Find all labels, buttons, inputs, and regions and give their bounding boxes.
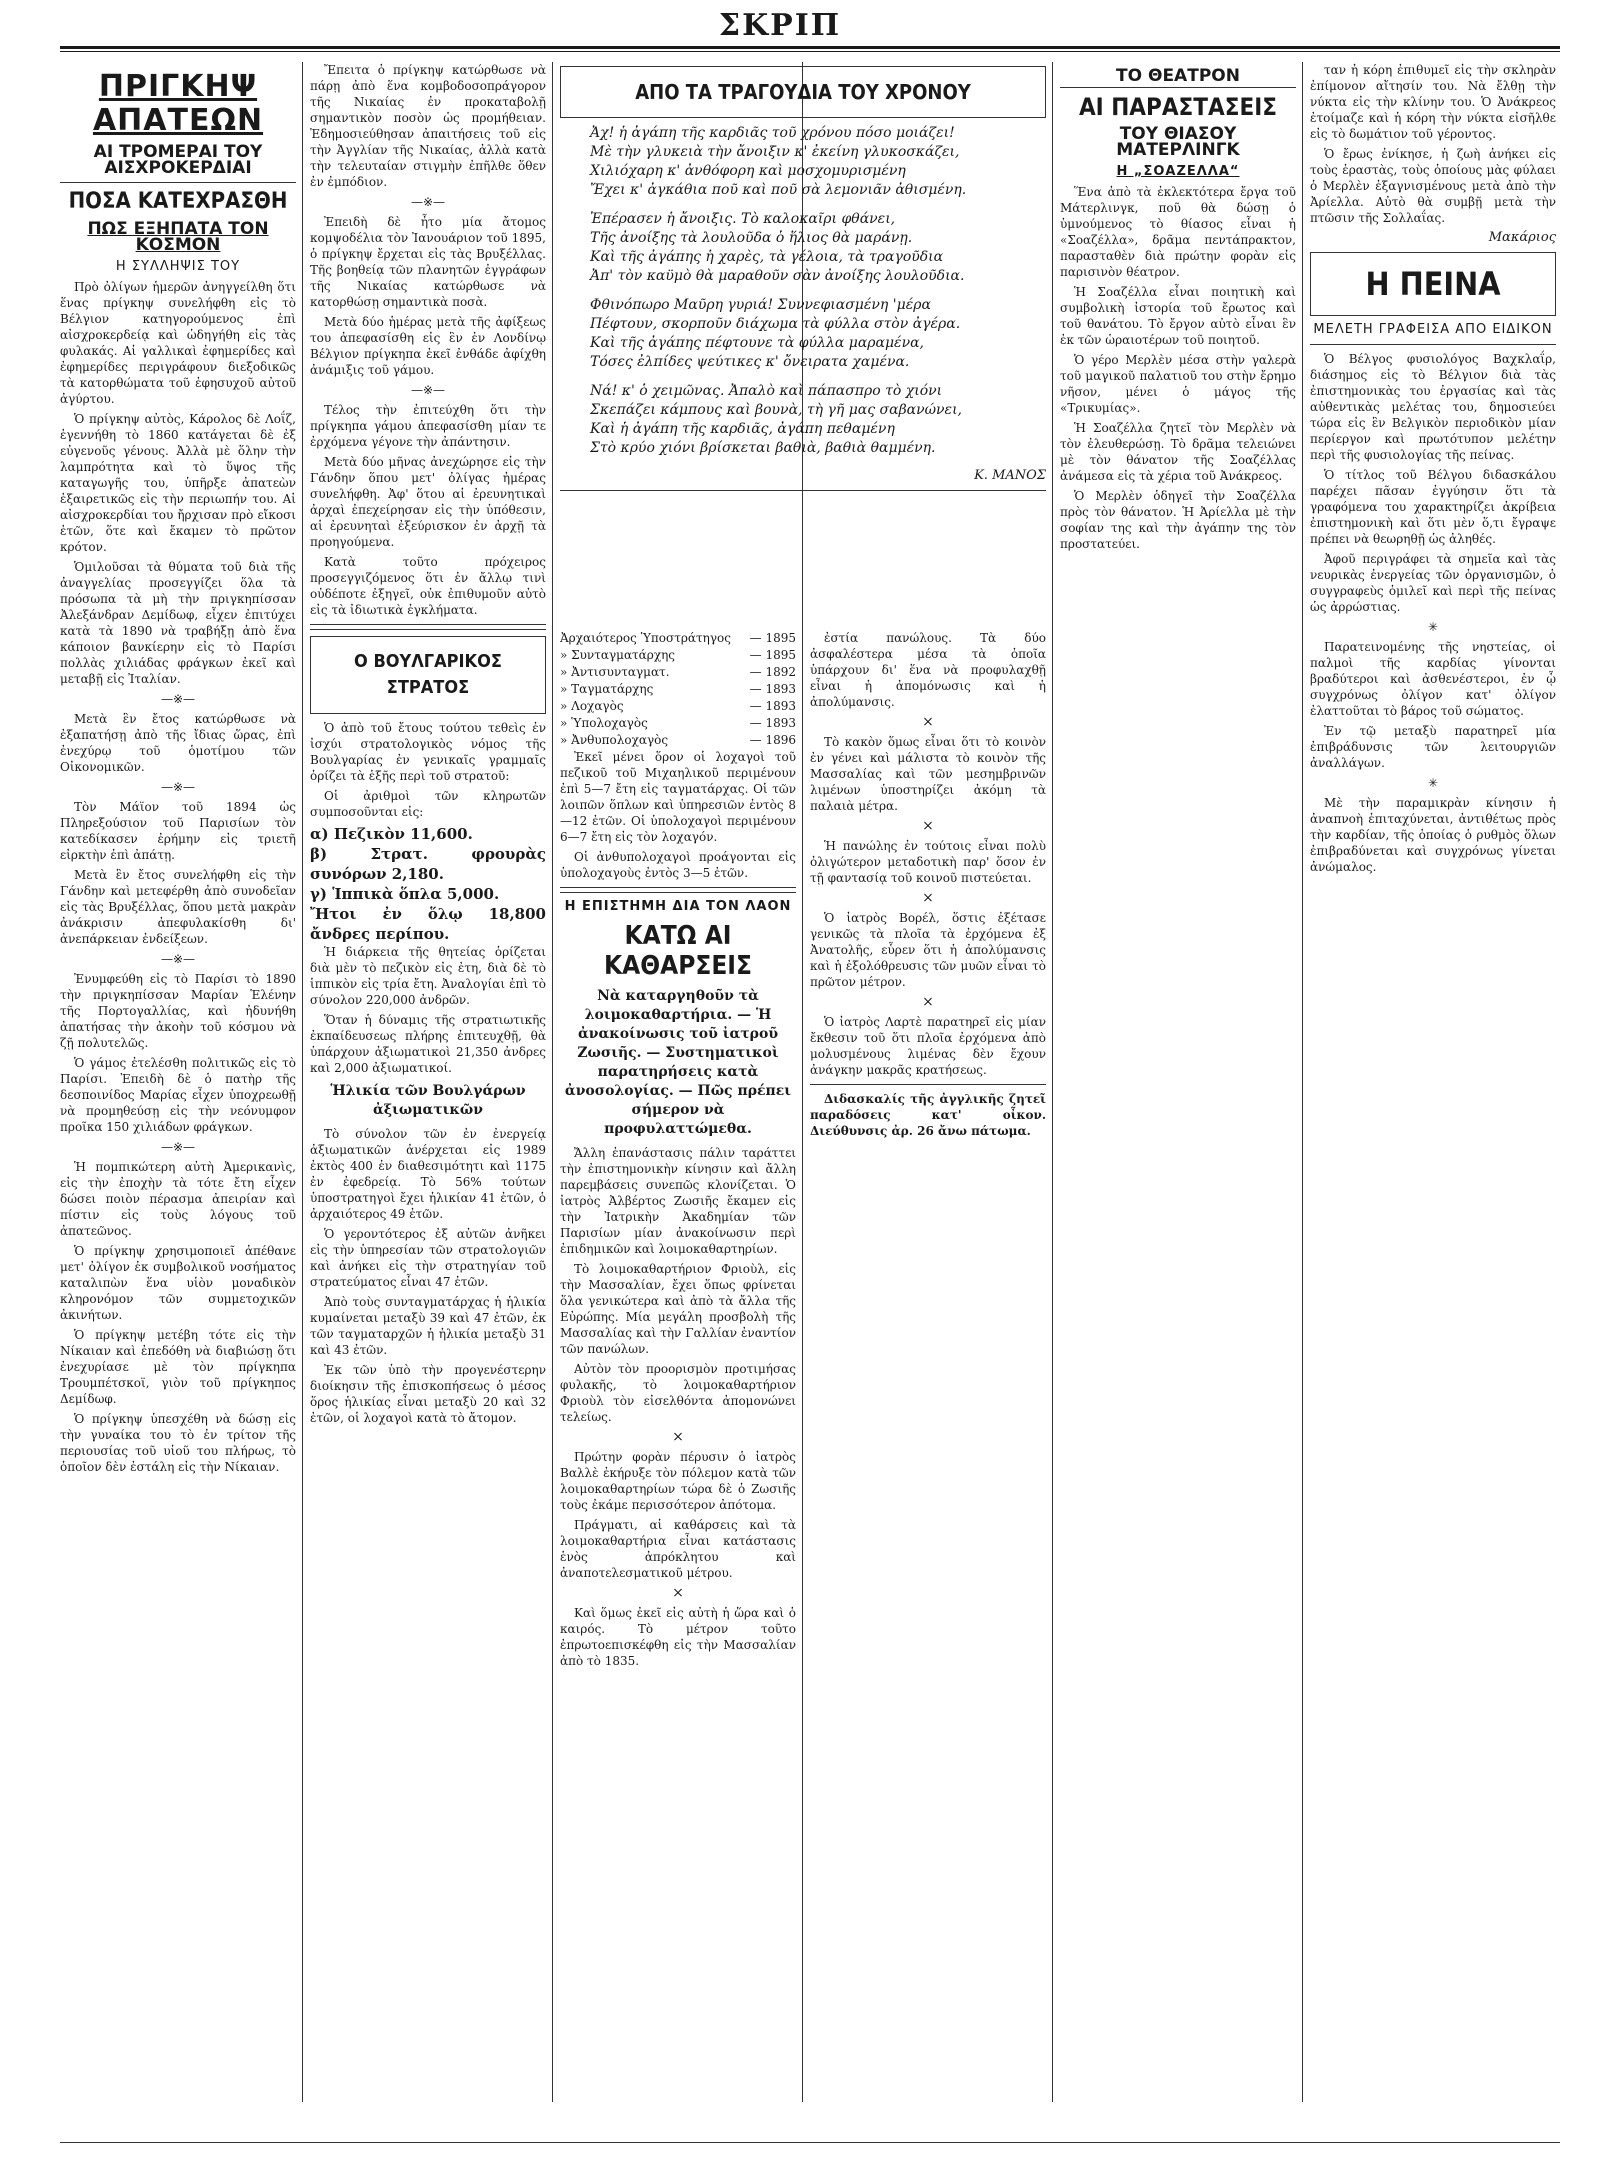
classified-ad: Διδασκαλίς τῆς ἀγγλικῆς ζητεῖ παραδόσεις κατ' οἶκον. Διεύθυνσις ἀρ. 26 ἄνω πάτωμα. bbox=[810, 1092, 1046, 1138]
poem-line: Νά! κ' ὁ χειμῶνας. Ἀπαλὸ καὶ πάπασπρο τὸ χιόνι bbox=[590, 383, 943, 399]
poem-line: Τῆς ἀνοίξης τὰ λουλοῦδα ὁ ἥλιος θὰ μαράνῃ. bbox=[590, 230, 913, 246]
rank-row bbox=[560, 715, 796, 732]
poem-line: Ἐπέρασεν ἡ ἄνοιξις. Τὸ καλοκαῖρι φθάνει, bbox=[590, 211, 896, 227]
paragraph: ἐστία πανώλους. Τὰ δύο ἀσφαλέστερα μέσα τὰ ὁποῖα ὑπάρχουν δι' ἕνα νὰ προφυλαχθῇ εἶναι ἡ ἀπομόνωσις καὶ ἡ ἀπολύμανσις. bbox=[810, 631, 1046, 709]
rank-year: — 1892 bbox=[749, 665, 796, 679]
rank-row bbox=[560, 698, 796, 715]
paragraph: Μετὰ ἓν ἔτος κατώρθωσε νὰ ἐξαπατήσῃ ἀπὸ τῆς ἴδιας ὥρας, ἐπὶ ἐνεχύρῳ τοῦ ὁμοτίμου τῶν Οἰκονομικῶν. bbox=[60, 712, 296, 774]
article-subhead: Η ΣΥΛΛΗΨΙΣ ΤΟΥ bbox=[115, 259, 241, 274]
divider bbox=[60, 182, 296, 183]
section-head: Ἡλικία τῶν Βουλγάρων ἀξιωματικῶν bbox=[330, 1083, 526, 1118]
paragraph: Ἄλλη ἐπανάστασις πάλιν ταράττει τὴν ἐπιστημονικὴν κίνησιν καὶ ἄλλη παρεμβάσεις συνεπῶς κλονίζεται. Ὁ ἰατρὸς Ἀλβέρτος Ζωσιῆς ἔκαμεν εἰς τὴν Ἰατρικὴν Ἀκαδημίαν τῶν Παρισίων μίαν ἀνακοίνωσιν περὶ ἐπιδημικῶν καὶ λοιμοκαθαρτηρίων. bbox=[560, 1146, 796, 1256]
separator: × bbox=[672, 1429, 684, 1445]
paragraph: Ὁ ἀπὸ τοῦ ἔτους τούτου τεθεὶς ἐν ἰσχύι στρατολογικὸς νόμος τῆς Βουλγαρίας ἐν γενικαῖς γραμμαῖς ὁρίζει τὰ ἑξῆς περὶ τοῦ στρατοῦ: bbox=[310, 721, 546, 783]
stat-line: γ) Ἱππικὰ ὅπλα 5,000. bbox=[310, 885, 500, 903]
poem bbox=[560, 124, 1046, 458]
paragraph: Ἡ Σοαζέλλα εἶναι ποιητικὴ καὶ συμβολικὴ ἰστορία τοῦ ἔρωτος καὶ τοῦ θανάτου. Τὸ ἔργον αὐτὸ εἶναι ἓν ἐκ τῶν ὡραιοτέρων τοῦ ποιητοῦ. bbox=[1060, 285, 1296, 347]
paragraph: Ὅταν ἡ δύναμις τῆς στρατιωτικῆς ἐκπαίδευσεως πλήρης ἐπιτευχθῇ, θὰ ὑπάρχουν ἀξιωματικοὶ 21,350 ἀνδρες καὶ 2,000 ἀξιωματικοί. bbox=[310, 1013, 546, 1075]
paragraph: Μετὰ δύο μῆνας ἀνεχώρησε εἰς τὴν Γάνδην ὅπου μετ' ὀλίγας ἡμέρας συνελήφθη. Ἀφ' ὅτου αἱ ἐρευνητικαὶ ἀρχαὶ ἐπεχείρησαν εἰς τὴν ὑπόθεσιν, αἱ ἐρευνηταὶ ἐξεύρισκον ἐν ἀρχῇ τὰ προηγούμενα. bbox=[310, 455, 546, 549]
paragraph: Οἱ ἀνθυπολοχαγοὶ προάγονται εἰς ὑπολοχαγοὺς ἐντὸς 3—5 ἐτῶν. bbox=[560, 850, 796, 880]
section-kicker: Η ΕΠΙΣΤΗΜΗ ΔΙΑ ΤΟΝ ΛΑΟΝ bbox=[564, 899, 792, 914]
paragraph: Ὁ πρίγκηψ αὐτὸς, Κάρολος δὲ Λοΐζ, ἐγεννήθη τὸ 1860 κατάγεται δὲ ἐξ εὐγενοῦς γένους. Ἀλλὰ μὲ ὅλην τὴν λαμπρότητα καὶ τὸ ὕψος τῆς καταγωγῆς του, ὑπῆρξε ἀπατεὼν ἐξαιρετικῶς εἰς τὴν περιωπήν του. Αἱ αἰσχροκερδίαι του ἤρχισαν πρὸ εἴκοσι ἐτῶν, ὅτε καὶ ἔκαμεν τὸ πρῶτον κρότον. bbox=[60, 412, 296, 554]
paragraph: Πράγματι, αἱ καθάρσεις καὶ τὰ λοιμοκαθαρτήρια εἶναι κατάστασις ἑνὸς ἀπρόκλητου καὶ ἀναποτελεσματικοῦ μέτρου. bbox=[560, 1518, 796, 1580]
paragraph: Τὸ σύνολον τῶν ἐν ἐνεργείᾳ ἀξιωματικῶν ἀνέρχεται εἰς 1989 ἐκτὸς 400 ἐν διαθεσιμότητι καὶ 1175 ἐν ἐφεδρείᾳ. Τὸ 56% τούτων ὑποστρατηγοὶ ἔχει ἡλικίαν 41 ἐτῶν, ὁ ἀρχαιότερος 49 ἐτῶν. bbox=[310, 1127, 546, 1221]
paragraph: Τὸ κακὸν ὅμως εἶναι ὅτι τὸ κοινὸν ἐν γένει καὶ μάλιστα τὸ κοινὸν τῆς Μασσαλίας καὶ τῶν μεσημβρινῶν λιμένων ὑποστηρίζει ἀκόμη τὰ παλαιὰ μέτρα. bbox=[810, 735, 1046, 813]
stat-line: α) Πεζικὸν 11,600. bbox=[310, 825, 473, 843]
poem-stanza bbox=[590, 210, 1046, 286]
rank-label: » Ἀντισυνταγματ. bbox=[560, 665, 670, 679]
paragraph: Ἕνα ἀπὸ τὰ ἐκλεκτότερα ἔργα τοῦ Μάτερλινγκ, ποῦ θὰ δώσῃ ὁ ὑμνούμενος τὸ θίασος εἶναι ἡ «Σοαζέλλα», δρᾶμα πεντάπρακτον, παρασταθὲν διὰ πρώτην φορὰν εἰς παρισινὸν θέατρον. bbox=[1060, 185, 1296, 279]
poem-title: ΑΠΟ ΤΑ ΤΡΑΓΟΥΔΙΑ ΤΟΥ ΧΡΟΝΟΥ bbox=[635, 80, 971, 104]
column-divider bbox=[1302, 62, 1303, 2102]
paragraph: Ἡ πομπικώτερη αὐτὴ Ἀμερικανὶς, εἰς τὴν ἐποχὴν τὰ τότε ἔτη εἶχεν δώσει ποιὸν πέρασμα ἀπειρίαν καὶ πίστιν εἰς τοὺς λόγους τοῦ ἀπατεῶνος. bbox=[60, 1160, 296, 1238]
paragraph: Ὁμιλοῦσαι τὰ θύματα τοῦ διὰ τῆς ἀναγγελίας προσεγγίζει ὅλα τὰ πρόσωπα τὰ μὴ τὴν πριγκηπίσσαν Ἀλεξάνδραν Δεμίδωφ, εἶχεν ἐπιτύχει κατὰ τὰ 1890 νὰ τραβήξῃ ἀπὸ ἕνα κάποιον βανκίερην εἰς τὸ Παρίσι πολλὰς χιλιάδας φράγκων ἐκεῖ καὶ μεταβῇ εἰς Ἰταλίαν. bbox=[60, 560, 296, 686]
column-divider bbox=[302, 62, 303, 2102]
paragraph: Ἐκ τῶν ὑπὸ τὴν προγενέστερην διοίκησιν τῆς ἐπισκοπήσεως ὁ μέσος ὅρος ἡλικίας εἶναι μεταξὺ 20 καὶ 32 ἐτῶν, οἱ λοχαγοὶ κατὰ τὸ ἄτομον. bbox=[310, 1363, 546, 1425]
article-subhead: ΤΟΥ ΘΙΑΣΟΥ ΜΑΤΕΡΛΙΝΓΚ bbox=[1116, 124, 1240, 160]
rank-row bbox=[560, 681, 796, 698]
column-6 bbox=[1310, 62, 1556, 2123]
paragraph: Ὁ γεροντότερος ἐξ αὐτῶν ἀνῆκει εἰς τὴν ὑπηρεσίαν τῶν στρατολογιῶν καὶ ἀνήκει εἰς τὴν στρατηγίαν τοῦ στρατεύματος εἶναι 47 ἐτῶν. bbox=[310, 1227, 546, 1289]
column-divider bbox=[1052, 62, 1053, 2102]
poem-line: Καὶ ἡ ἀγάπη τῆς καρδιᾶς, ἀγάπη πεθαμένη bbox=[590, 421, 895, 437]
paragraph: Ἀπὸ τοὺς συνταγματάρχας ἡ ἡλικία κυμαίνεται μεταξὺ 39 καὶ 47 ἐτῶν, ἐκ τῶν ταγματαρχῶν ἡ ἡλικία μεταξὺ 31 καὶ 43 ἐτῶν. bbox=[310, 1295, 546, 1357]
poem-line: Ἔχει κ' ἀγκάθια ποῦ καὶ ποῦ σὰ λεμονιᾶν ἀθισμένη. bbox=[590, 182, 967, 198]
paragraph: Ὁ πρίγκηψ ὑπεσχέθη νὰ δώσῃ εἰς τὴν γυναίκα του τὸ ἐν τρίτον τῆς περιουσίας τοῦ υἱοῦ του πλήρως, τὸ ὁποῖον δὲν ἐστάλη εἰς τὴν Νίκαιαν. bbox=[60, 1412, 296, 1474]
poem-line: Μὲ τὴν γλυκειὰ τὴν ἄνοιξιν κ' ἐκείνη γλυκοσκάζει, bbox=[590, 144, 960, 160]
paragraph: Μὲ τὴν παραμικρὰν κίνησιν ἡ ἀναπνοὴ ἐπιταχύνεται, ἀντιθέτως πρὸς τὴν καρδίαν, τῆς ὁποίας ὁ ρυθμὸς ὅλων ἐπιβραδύνεται καὶ συγχρόνως γίνεται ἀνώμαλος. bbox=[1310, 796, 1556, 874]
article-subhead: Η „ΣΟΑΖΕΛΛΑ“ bbox=[1116, 164, 1240, 179]
paragraph: Κατὰ τοῦτο πρόχειρος προσεγγιζόμενος ὅτι ἐν ἄλλῳ τινὶ οὐδέποτε ἐξηγεῖ, οὐκ ἐπιθυμοῦν αὐτὸ εἰς τὰ ἰδιωτικὰ ἐγκλήματα. bbox=[310, 555, 546, 617]
stat-line: β) Στρατ. φρουρὰς συνόρων 2,180. bbox=[310, 845, 546, 883]
ornament: ✳ bbox=[1427, 620, 1439, 634]
poem-stanza bbox=[590, 124, 1046, 200]
ornament: —※— bbox=[160, 780, 196, 794]
paragraph: Τέλος τὴν ἐπιτεύχθη ὅτι τὴν πρίγκηπα γάμου ἀπεφασίσθη μίαν τε ἐρχόμενα γέγονε τὴν ἀπάντησιν. bbox=[310, 403, 546, 449]
poem-line: Καὶ τῆς ἀγάπης πέφτουνε τὰ φύλλα μαραμένα, bbox=[590, 335, 924, 351]
paragraph: Ἐκεῖ μένει ὅρον οἱ λοχαγοὶ τοῦ πεζικοῦ τοῦ Μιχαηλικοῦ περιμένουν ἐπὶ 5—7 ἔτη εἰς ταγματάρχας. Οἱ τῶν λοιπῶν ὅπλων καὶ ὑπηρεσιῶν ἐντὸς 8—12 ἐτῶν. Οἱ ὑπολοχαγοὶ περιμένουν 6—7 ἔτη εἰς τὸν λοχαγόν. bbox=[560, 750, 796, 844]
article-headline: Η ΠΕΙΝΑ bbox=[1365, 265, 1501, 303]
article-subhead: ΠΩΣ ΕΞΗΠΑΤΑ ΤΟΝ ΚΟΣΜΟΝ bbox=[87, 219, 269, 255]
poem-line: Πέφτουν, σκορποῦν διάχωμα τὰ φύλλα στὸν ἀγέρα. bbox=[590, 316, 961, 332]
article-headline: Ο ΒΟΥΛΓΑΡΙΚΟΣ ΣΤΡΑΤΟΣ bbox=[354, 651, 502, 698]
rank-row bbox=[560, 647, 796, 664]
column-4 bbox=[810, 630, 1046, 2123]
paragraph: Ὁ ἔρως ἐνίκησε, ἡ ζωὴ ἀνήκει εἰς τοὺς ἐραστὰς, τοὺς ὁποίους μὰς φύλαει ὁ Μερλὲν ἐξαγνισμένους μετὰ ἀπὸ τὴν Ἀρίελλα. Αὐτὸ θὰ συμβῇ μετὰ τὴν πτῶσιν τῆς Σολλαΐας. bbox=[1310, 147, 1556, 225]
paragraph: Ὁ τίτλος τοῦ Βέλγου διδασκάλου παρέχει πᾶσαν ἐγγύησιν ὅτι τὰ γραφόμενα του χαρακτηρίζει ἀκρίβεια ἐπιστημονικὴ καὶ ὅτι μὲν ὅ,τι ἔγραψε πρέπει νὰ θεωρηθῇ ὡς ἀληθές. bbox=[1310, 468, 1556, 546]
rank-label: » Ὑπολοχαγὸς bbox=[560, 716, 648, 730]
paragraph: Μετὰ ἓν ἔτος συνελήφθη εἰς τὴν Γάνδην καὶ μετεφέρθη ἀπὸ συνοδεῖαν εἰς τὰς Βρυξέλλας, ὅπου μετὰ μακρὰν ἀνάκρισιν ἀπεφυλακίσθη δι' ἀνεπάρκειαν ἐνδείξεων. bbox=[60, 868, 296, 946]
poem-line: Ἀχ! ἡ ἀγάπη τῆς καρδιᾶς τοῦ χρόνου πόσο μοιάζει! bbox=[590, 125, 955, 141]
ornament: —※— bbox=[410, 383, 446, 397]
column-5 bbox=[1060, 62, 1296, 2123]
masthead bbox=[0, 0, 1600, 60]
ornament: —※— bbox=[160, 692, 196, 706]
paragraph: Ἡ διάρκεια τῆς θητείας ὁρίζεται διὰ μὲν τὸ πεζικὸν εἰς ἐτη, διὰ δὲ τὸ ἱππικὸν εἰς τρία ἔτη. Ἀναλογίαι ἐπὶ τὸ σύνολον 220,000 ἀνδρῶν. bbox=[310, 945, 546, 1007]
poem-line: Ἀπ' τὸν καϋμὸ θὰ μαραθοῦν σὰν ἀνοίξης λουλοῦδια. bbox=[590, 268, 965, 284]
column-divider bbox=[552, 62, 553, 2102]
article-headline: ΠΡΙΓΚΗΨ ΑΠΑΤΕΩΝ bbox=[92, 69, 264, 138]
rank-year: — 1893 bbox=[749, 716, 796, 730]
divider bbox=[560, 490, 1046, 491]
article-headline: ΑΙ ΠΑΡΑΣΤΑΣΕΙΣ bbox=[1078, 93, 1278, 121]
poem-line: Καὶ τῆς ἀγάπης ἡ χαρὲς, τὰ γέλοια, τὰ τραγοῦδια bbox=[590, 249, 944, 265]
paragraph: Μετὰ δύο ἡμέρας μετὰ τῆς ἀφίξεως του ἀπεφασίσθη εἰς ἓν ἐν Λονδίνῳ Βέλγιον πρίγκηπα ἐκεῖ ἐνθάδε ἀφίχθη ἀνάμιξις τοῦ γάμου. bbox=[310, 315, 546, 377]
paragraph: Ὁ γέρο Μερλὲν μέσα στὴν γαλερὰ τοῦ μαγικοῦ παλατιοῦ του στὴν ἔρημο νῆσον, μένει ὁ μάγος τῆς «Τρικυμίας». bbox=[1060, 353, 1296, 415]
poem-line: Φθινόπωρο Μαῦρη γυριά! Συννεφιασμένη 'μέρα bbox=[590, 297, 931, 313]
rank-year: — 1895 bbox=[749, 631, 796, 645]
rank-row bbox=[560, 630, 796, 647]
paragraph: Ὁ πρίγκηψ χρησιμοποιεῖ ἀπέθανε μετ' ὀλίγον ἐκ συμβολικοῦ νοσήματος καταλιπὼν ἕνα υἱὸν μοναδικὸν κληρονόμον τῶν συμμετοχικῶν ἀκινήτων. bbox=[60, 1244, 296, 1322]
divider bbox=[560, 887, 796, 893]
divider bbox=[1310, 344, 1556, 345]
paragraph: Τὸ λοιμοκαθαρτήριον Φριοὺλ, εἰς τὴν Μασσαλίαν, ἔχει ὅπως φρίνεται ὅλα γενικώτερα καὶ ἀπὸ τὰ ἄλλα τῆς Εὐρώπης. Μία μεγάλη προσβολὴ τῆς Μασσαλίας καὶ τὴν Γαλλίαν ἐναντίον τῶν πανώλων. bbox=[560, 1262, 796, 1356]
rank-year: — 1893 bbox=[749, 682, 796, 696]
paragraph: ταν ἡ κόρη ἐπιθυμεῖ εἰς τὴν σκληρὰν ἐπίμονον αἴτησίν του. Νὰ ἔλθῃ τὴν νύκτα εἰς τὴν κλίνην του. Ὁ Ἀνάκρεος ἐτοίμαζε καὶ ἡ κόρη τὴν νύκτα εἰσῆλθε εἰς τὸ δωμάτιον τοῦ γέροντος. bbox=[1310, 63, 1556, 141]
author-signature: Μακάριος bbox=[1488, 230, 1556, 245]
separator: × bbox=[672, 1585, 684, 1601]
paragraph: Ἐνυμφεύθη εἰς τὸ Παρίσι τὸ 1890 τὴν πριγκηπίσσαν Μαρίαν Ἑλένην τῆς Πορτογαλλίας, καὶ ἠδυνήθη ἀπατήσας τὴν ἀκοὴν τοῦ κόσμου νὰ ζῇ πολυτελῶς. bbox=[60, 972, 296, 1050]
rank-label: » Λοχαγὸς bbox=[560, 699, 624, 713]
article-subhead: ΠΟΣΑ ΚΑΤΕΧΡΑΣΘΗ bbox=[68, 189, 288, 214]
article-subhead: ΜΕΛΕΤΗ ΓΡΑΦΕΙΣΑ ΑΠΟ ΕΙΔΙΚΟΝ bbox=[1313, 322, 1553, 337]
top-rule-thin bbox=[60, 51, 1560, 52]
paragraph: Καὶ ὅμως ἐκεῖ εἰς αὐτὴ ἡ ὥρα καὶ ὁ καιρός. Τὸ μέτρον τοῦτο ἐπρωτοεπισκέφθη εἰς τὴν Μασσαλίαν ἀπὸ τὸ 1835. bbox=[560, 1606, 796, 1668]
rank-row bbox=[560, 664, 796, 681]
separator: × bbox=[922, 890, 934, 906]
rank-year: — 1895 bbox=[749, 648, 796, 662]
paragraph: Ὁ ἰατρὸς Λαρτὲ παρατηρεῖ εἰς μίαν ἔκθεσιν τοῦ ὅτι πλοῖα ἐρχόμενα ἀπὸ μολυσμένους λιμένας δὲν ἔχουν ἀνάγκην μακρᾶς κρατήσεως. bbox=[810, 1015, 1046, 1077]
ornament: ✳ bbox=[1427, 776, 1439, 790]
rank-year: — 1893 bbox=[749, 699, 796, 713]
poem-line: Στὸ κρύο χιόνι βρίσκεται βαθιὰ, βαθιὰ θαμμένη. bbox=[590, 440, 936, 456]
rank-year: — 1896 bbox=[749, 733, 796, 747]
bottom-rule bbox=[60, 2142, 1560, 2143]
paragraph: Ἀφοῦ περιγράφει τὰ σημεῖα καὶ τὰς νευρικὰς ἐνεργείας τῶν ὀργανισμῶν, ὁ συγγραφεὺς ὁμιλεῖ καὶ περὶ τῆς πείνας ὡς ἀρρώστιας. bbox=[1310, 552, 1556, 614]
column-3 bbox=[560, 630, 796, 2123]
poem-line: Τόσες ἐλπίδες ψεύτικες κ' ὄνειρατα χαμένα. bbox=[590, 354, 910, 370]
poem-signature: Κ. ΜΑΝΟΣ bbox=[974, 468, 1046, 483]
article-headline: ΚΑΤΩ ΑΙ ΚΑΘΑΡΣΕΙΣ bbox=[603, 921, 752, 981]
separator: × bbox=[922, 818, 934, 834]
article-lede: Νὰ καταργηθοῦν τὰ λοιμοκαθαρτήρια. — Ἡ ἀνακοίνωσις τοῦ ἰατροῦ Ζωσιῆς. — Συστηματικοὶ παρατηρήσεις κατὰ ἀνοσολογίας. — Πῶς πρέπει σήμερον νὰ προφυλαττώμεθα. bbox=[564, 988, 792, 1137]
paragraph: Ἔπειτα ὁ πρίγκηψ κατώρθωσε νὰ πάρῃ ἀπὸ ἕνα κομβοδοσοπράγορον τῆς Νικαίας ἐν προκαταβολῇ σημαντικὸν ποσὸν ὡς προμήθειαν. Ἐδημοσιεύθησαν ἀπαιτήσεις τοῦ εἰς τὴν Ἀγγλίαν τῆς Νικαίας, ἀλλὰ κατὰ τὴν τελευταίαν στιγμὴν ἐπῆλθε ὅθεν ἐν ἐμπόδιον. bbox=[310, 63, 546, 189]
ornament: —※— bbox=[160, 1140, 196, 1154]
paragraph: Ὁ ἰατρὸς Βορέλ, ὅστις ἐξέτασε γενικῶς τὰ πλοῖα τὰ ἐρχόμενα ἐξ Ἀνατολῆς, εὗρεν ὅτι ἡ ἀπολύμανσις καὶ ἡ ἐξολόθρευσις τῶν μυῶν εἶναι τὸ πρῶτον μέτρον. bbox=[810, 911, 1046, 989]
paragraph: Οἱ ἀριθμοὶ τῶν κληρωτῶν συμποσοῦνται εἰς: bbox=[310, 789, 546, 819]
rank-label: » Ἀνθυπολοχαγὸς bbox=[560, 733, 669, 747]
paragraph: Ὁ Βέλγος φυσιολόγος Βαχκλαΐρ, διάσημος εἰς τὸ Βέλγιον διὰ τὰς ἐπιστημονικὰς του ἐργασίας καὶ τὰς αὐθεντικὰς μελέτας του, δημοσιεύει τώρα εἰς ἓν Βελγικὸν περιοδικὸν μίαν περίεργον καὶ πρωτότυπον μελέτην περὶ τῆς φυσιολογίας τῆς πείνας. bbox=[1310, 352, 1556, 462]
newspaper-title: ΣΚΡΙΠ bbox=[718, 8, 842, 43]
paragraph: Ὁ Μερλὲν ὁδηγεῖ τὴν Σοαζέλλα πρὸς τὸν θάνατον. Ἡ Ἀρίελλα μὲ τὴν σοφίαν της καὶ τὴν ἀγάπην της τὸν προστατεύει. bbox=[1060, 489, 1296, 551]
paragraph: Ἐπειδὴ δὲ ἦτο μία ἄτομος κομψοδέλια τὸν Ἰανουάριον τοῦ 1895, ὁ πρίγκηψ ἔρχεται εἰς τὰς Βρυξέλλας. Τῆς βοηθείᾳ τῶν πλανητῶν ἐγγράφων τῆς Νικαίας κατώρθωσε νὰ κατορθώσῃ σημαντικὰ ποσὰ. bbox=[310, 215, 546, 309]
column-1 bbox=[60, 62, 296, 2123]
separator: × bbox=[922, 994, 934, 1010]
paragraph: Ἐν τῷ μεταξὺ παρατηρεῖ μία ἐπιβράδυνσις τῶν λειτουργιῶν ἀναλλάγων. bbox=[1310, 724, 1556, 770]
separator: × bbox=[922, 714, 934, 730]
ornament: —※— bbox=[410, 195, 446, 209]
section-title: ΤΟ ΘΕΑΤΡΟΝ bbox=[1060, 68, 1296, 88]
poem-stanza bbox=[590, 296, 1046, 372]
paragraph: Τὸν Μάϊον τοῦ 1894 ὡς Πληρεξούσιον τοῦ Παρισίων τὸν κατεδίκασεν ἐρήμην εἰς τριετῆ εἰρκτὴν ἐπὶ ἀπάτῃ. bbox=[60, 800, 296, 862]
divider bbox=[310, 624, 546, 630]
paragraph: Πρὸ ὀλίγων ἡμερῶν ἀνηγγείλθη ὅτι ἕνας πρίγκηψ συνελήφθη εἰς τὸ Βέλγιον κατηγορούμενος ἐπὶ αἰσχροκερδείᾳ καὶ ὡδηγήθη εἰς τὰς φυλακάς. Αἱ γαλλικαὶ ἐφημερίδες καὶ ἐφημερίδες περιγράφουν διεξοδικῶς τὰ κατορθώματα τοῦ ἐφησυχοῦ αὐτοῦ ἀγύρτου. bbox=[60, 280, 296, 406]
poem-block bbox=[560, 62, 1046, 622]
divider bbox=[810, 1084, 1046, 1085]
poem-line: Σκεπάζει κάμπους καὶ βουνὰ, τὴ γῆ μας σαβανώνει, bbox=[590, 402, 963, 418]
paragraph: Ὁ γάμος ἐτελέσθη πολιτικῶς εἰς τὸ Παρίσι. Ἐπειδὴ δὲ ὁ πατὴρ τῆς δεσποινίδος Μαρίας εἶχεν ὑποχρεωθῇ νὰ προμηθεύσῃ εἰς τὴν νεόνυμφον προῖκα 150 χιλιάδων φράγκων. bbox=[60, 1056, 296, 1134]
ornament: —※— bbox=[160, 952, 196, 966]
paragraph: Πρώτην φορὰν πέρυσιν ὁ ἰατρὸς Βαλλὲ ἐκήρυξε τὸν πόλεμον κατὰ τῶν λοιμοκαθαρτηρίων τώρα δὲ ὁ Ζωσιῆς τοὺς ἐκάμε περισσότερον ἀπότομα. bbox=[560, 1450, 796, 1512]
poem-stanza bbox=[590, 382, 1046, 458]
top-rule bbox=[60, 46, 1560, 49]
article-subhead: ΑΙ ΤΡΟΜΕΡΑΙ ΤΟΥ ΑΙΣΧΡΟΚΕΡΔΙΑΙ bbox=[93, 142, 263, 178]
paragraph: Ἡ Σοαζέλλα ζητεῖ τὸν Μερλὲν νὰ τὸν ἐλευθερώσῃ. Τὸ δρᾶμα τελειώνει μὲ τὸν θάνατον τῆς Σοαζέλλας ἀνάμεσα εἰς τὰ χέρια τοῦ Ἀνάκρεος. bbox=[1060, 421, 1296, 483]
rank-label: Ἀρχαιότερος Ὑποστράτηγος bbox=[560, 631, 731, 645]
paragraph: Ὁ πρίγκηψ μετέβη τότε εἰς τὴν Νίκαιαν καὶ ἐπεδόθη νὰ διαβιώσῃ ὅτι ἐνεχυρίασε μὲ τὸν πρίγκηπα Τρουμπέτσκοϊ, γιὸν τοῦ πρίγκηπος Δεμίδωφ. bbox=[60, 1328, 296, 1406]
column-2 bbox=[310, 62, 546, 2123]
paragraph: Ἡ πανώλης ἐν τούτοις εἶναι πολὺ ὀλιγώτερον μεταδοτικὴ παρ' ὅσον ἐν τῇ φαντασίᾳ τοῦ κοινοῦ πιστεύεται. bbox=[810, 839, 1046, 885]
rank-label: » Ταγματάρχης bbox=[560, 682, 654, 696]
paragraph: Παρατεινομένης τῆς νηστείας, οἱ παλμοὶ τῆς καρδίας γίνονται βραδύτεροι καὶ ἀσθενέστεροι, ἐν ᾧ συγχρόνως ὀλίγον κατ' ὀλίγον ἐλαττοῦται τὸ βάρος τοῦ σώματος. bbox=[1310, 640, 1556, 718]
rank-row bbox=[560, 732, 796, 749]
poem-line: Χιλιόχαρη κ' ἀνθόφορη καὶ μοσχομυρισμένη bbox=[590, 163, 906, 179]
rank-label: » Συνταγματάρχης bbox=[560, 648, 676, 662]
stat-line: Ἤτοι ἐν ὅλῳ 18,800 ἄνδρες περίπου. bbox=[310, 905, 546, 943]
paragraph: Αὐτὸν τὸν προορισμὸν προτιμήσας φυλακῆς, τὸ λοιμοκαθαρτήριον Φριοὺλ τὸν εἰσελθόντα ἀπομονώνει τελείως. bbox=[560, 1362, 796, 1424]
